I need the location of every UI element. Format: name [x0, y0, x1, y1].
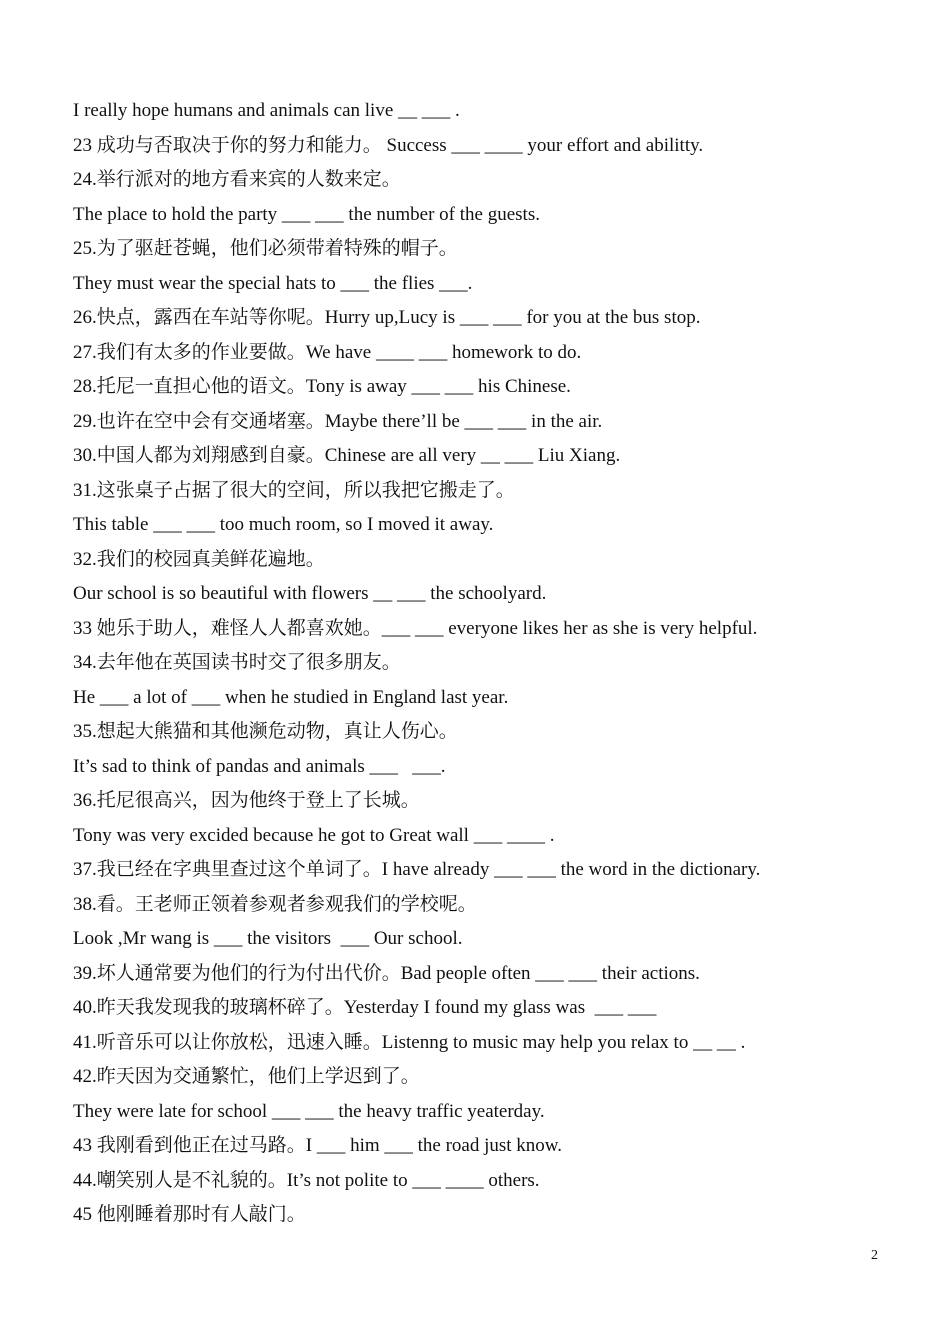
exercise-line: They must wear the special hats to ___ the flies ___.: [73, 272, 473, 294]
exercise-lines: [73, 94, 893, 1233]
exercise-line: 35.想起大熊猫和其他濒危动物，真让人伤心。: [73, 721, 458, 742]
exercise-line: Look ,Mr wang is ___ the visitors ___ Our school.: [73, 928, 463, 949]
exercise-line: The place to hold the party ___ ___ the number of the guests.: [73, 203, 540, 225]
page-number: 2: [871, 1248, 878, 1263]
exercise-line: 25.为了驱赶苍蝇，他们必须带着特殊的帽子。: [73, 238, 458, 259]
exercise-line: 33 她乐于助人，难怪人人都喜欢她。___ ___ everyone likes her as she is very helpful.: [73, 617, 758, 639]
exercise-line: 27.我们有太多的作业要做。We have ____ ___ homework to do.: [73, 341, 582, 363]
exercise-line: 45 他刚睡着那时有人敲门。: [73, 1204, 306, 1225]
exercise-line: 28.托尼一直担心他的语文。Tony is away ___ ___ his Chinese.: [73, 376, 571, 397]
exercise-line: Our school is so beautiful with flowers __ ___ the schoolyard.: [73, 583, 547, 604]
exercise-line: 32.我们的校园真美鲜花遍地。: [73, 548, 325, 570]
exercise-line: 44.嘲笑别人是不礼貌的。It’s not polite to ___ ____ others.: [73, 1169, 540, 1191]
exercise-line: 40.昨天我发现我的玻璃杯碎了。Yesterday I found my glass was ___ ___: [73, 997, 657, 1018]
exercise-line: 39.坏人通常要为他们的行为付出代价。Bad people often ___ ___ their actions.: [73, 962, 700, 984]
exercise-line: 43 我刚看到他正在过马路。I ___ him ___ the road just know.: [73, 1135, 563, 1156]
exercise-line: Tony was very excided because he got to Great wall ___ ____ .: [73, 824, 555, 846]
exercise-line: 24.举行派对的地方看来宾的人数来定。: [73, 169, 401, 190]
exercise-line: 31.这张桌子占据了很大的空间，所以我把它搬走了。: [73, 479, 515, 501]
exercise-line: 38.看。王老师正领着参观者参观我们的学校呢。: [73, 893, 477, 915]
exercise-line: 41.听音乐可以让你放松，迅速入睡。Listenng to music may help you relax to __ __ .: [73, 1031, 746, 1053]
exercise-line: 36.托尼很高兴，因为他终于登上了长城。: [73, 790, 420, 811]
exercise-line: 26.快点，露西在车站等你呢。Hurry up,Lucy is ___ ___ for you at the bus stop.: [73, 307, 701, 328]
exercise-line: 30.中国人都为刘翔感到自豪。Chinese are all very __ ___ Liu Xiang.: [73, 445, 621, 466]
exercise-line: 29.也许在空中会有交通堵塞。Maybe there’ll be ___ ___ in the air.: [73, 410, 603, 432]
exercise-line: 37.我已经在字典里查过这个单词了。I have already ___ ___ the word in the dictionary.: [73, 859, 761, 880]
exercise-line: 42.昨天因为交通繁忙，他们上学迟到了。: [73, 1066, 420, 1087]
exercise-line: 34.去年他在英国读书时交了很多朋友。: [73, 652, 401, 673]
exercise-line: It’s sad to think of pandas and animals ___ ___.: [73, 755, 446, 777]
exercise-line: This table ___ ___ too much room, so I moved it away.: [73, 514, 494, 535]
exercise-line: I really hope humans and animals can live __ ___ .: [73, 100, 460, 121]
exercise-line: He ___ a lot of ___ when he studied in England last year.: [73, 686, 509, 708]
exercise-line: 23 成功与否取决于你的努力和能力。 Success ___ ____ your effort and abilitty.: [73, 134, 704, 156]
exercise-line: They were late for school ___ ___ the heavy traffic yeaterday.: [73, 1100, 545, 1122]
